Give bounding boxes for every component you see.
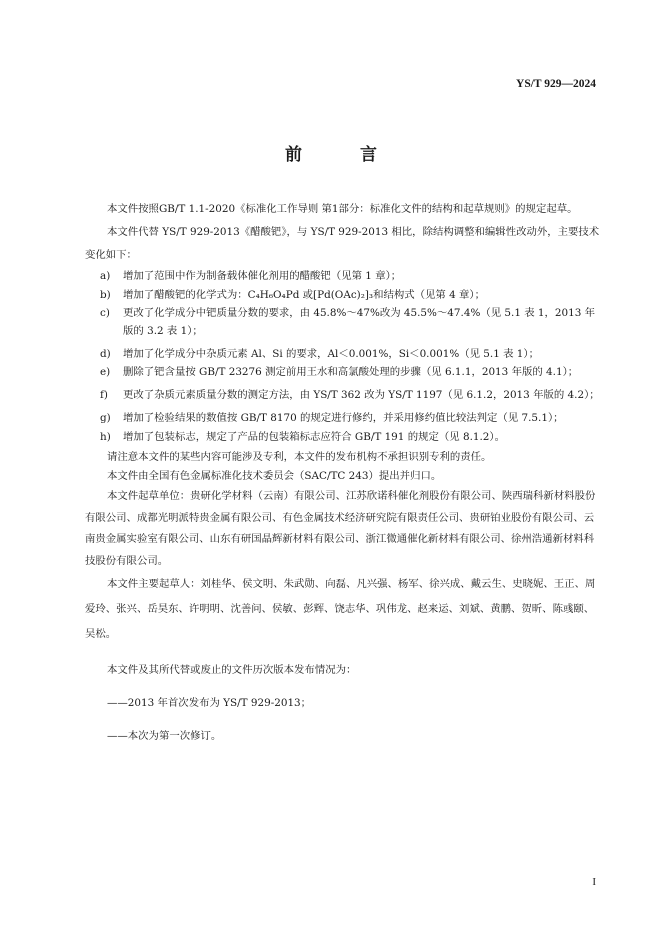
change-label: e) bbox=[100, 366, 111, 378]
proposer-notice: 本文件由全国有色金属标准化技术委员会（SAC/TC 243）提出并归口。 bbox=[107, 470, 442, 482]
change-label: f) bbox=[100, 388, 108, 401]
drafters: 本文件主要起草人：刘桂华、侯文明、朱武勋、向磊、凡兴强、杨军、徐兴成、戴云生、史晓妮、王正、周爱玲、张兴、岳昊东、许明明、沈善问、侯敏、彭辉、饶志华、巩伟龙、赵来运、刘斌、黄鹏、贺昕、陈彧颐、吴松。 bbox=[85, 578, 596, 640]
page-number: I bbox=[592, 876, 596, 888]
history-intro: 本文件及其所代替或废止的文件历次版本发布情况为： bbox=[107, 664, 357, 676]
change-label: h) bbox=[100, 431, 111, 443]
patent-notice: 请注意本文件的某些内容可能涉及专利，本文件的发布机构不承担识别专利的责任。 bbox=[107, 451, 492, 463]
change-item-c bbox=[100, 305, 603, 340]
change-item-b bbox=[100, 286, 603, 305]
change-text: 更改了杂质元素质量分数的测定方法，由 YS/T 362 改为 YS/T 1197（见 6.1.2，2013 年版的 4.2）； bbox=[123, 388, 600, 401]
change-item-f bbox=[100, 387, 603, 405]
change-text: 增加了检验结果的数值按 GB/T 8170 的规定进行修约，并采用修约值比较法判定（见 7.5.1）； bbox=[123, 412, 564, 424]
change-item-d bbox=[100, 345, 603, 364]
change-text: 增加了范围中作为制备载体催化剂用的醋酸钯（见第 1 章）； bbox=[123, 270, 402, 282]
change-label: g) bbox=[100, 412, 111, 424]
change-item-a bbox=[100, 267, 603, 286]
change-label: b) bbox=[100, 289, 111, 301]
change-label: c) bbox=[100, 307, 110, 319]
history-item: ——本次为第一次修订。 bbox=[107, 730, 222, 742]
page-title: 前 言 bbox=[285, 145, 403, 165]
drafting-units: 本文件起草单位：贵研化学材料（云南）有限公司、江苏欣诺科催化剂股份有限公司、陕西瑞科新材料股份有限公司、成都光明派特贵金属有限公司、有色金属技术经济研究院有限责任公司、贵研铂业股份有限公司、云南贵金属实验室有限公司、山东有研国晶辉新材料有限公司、浙江微通催化新材料有限公司、徐州浩通新材料科技股份有限公司。 bbox=[85, 490, 596, 567]
paragraph-drafting-rules: 本文件按照GB/T 1.1-2020《标准化工作导则 第1部分：标准化文件的结构和起草规则》的规定起草。 bbox=[107, 203, 578, 215]
change-text: 删除了钯含量按 GB/T 23276 测定前用王水和高氯酸处理的步骤（见 6.1.1，2013 年版的 4.1）； bbox=[123, 366, 579, 378]
change-label: a) bbox=[100, 270, 111, 282]
change-text: 增加了醋酸钯的化学式为：C₄H₆O₄Pd 或[Pd(OAc)₂]₃和结构式（见第 4 章）； bbox=[123, 289, 486, 301]
change-item-e bbox=[100, 364, 603, 382]
foreword-body bbox=[85, 198, 603, 746]
change-text: 更改了化学成分中钯质量分数的要求，由 45.8%～47%改为 45.5%～47.4%（见 5.1 表 1，2013 年版的 3.2 表 1）； bbox=[123, 307, 596, 337]
change-text: 增加了包装标志，规定了产品的包装箱标志应符合 GB/T 191 的规定（见 8.1.2）。 bbox=[123, 431, 505, 443]
change-text: 增加了化学成分中杂质元素 Al、Si 的要求，Al＜0.001%，Si＜0.001%（见 5.1 表 1）； bbox=[123, 348, 539, 360]
standard-code: YS/T 929—2024 bbox=[516, 78, 596, 90]
change-label: d) bbox=[100, 348, 111, 360]
change-item-h bbox=[100, 428, 603, 447]
history-item: ——2013 年首次发布为 YS/T 929-2013； bbox=[107, 697, 312, 709]
change-item-g bbox=[100, 409, 603, 428]
paragraph-replacement: 本文件代替 YS/T 929-2013《醋酸钯》，与 YS/T 929-2013 相比，除结构调整和编辑性改动外，主要技术变化如下： bbox=[85, 226, 600, 261]
